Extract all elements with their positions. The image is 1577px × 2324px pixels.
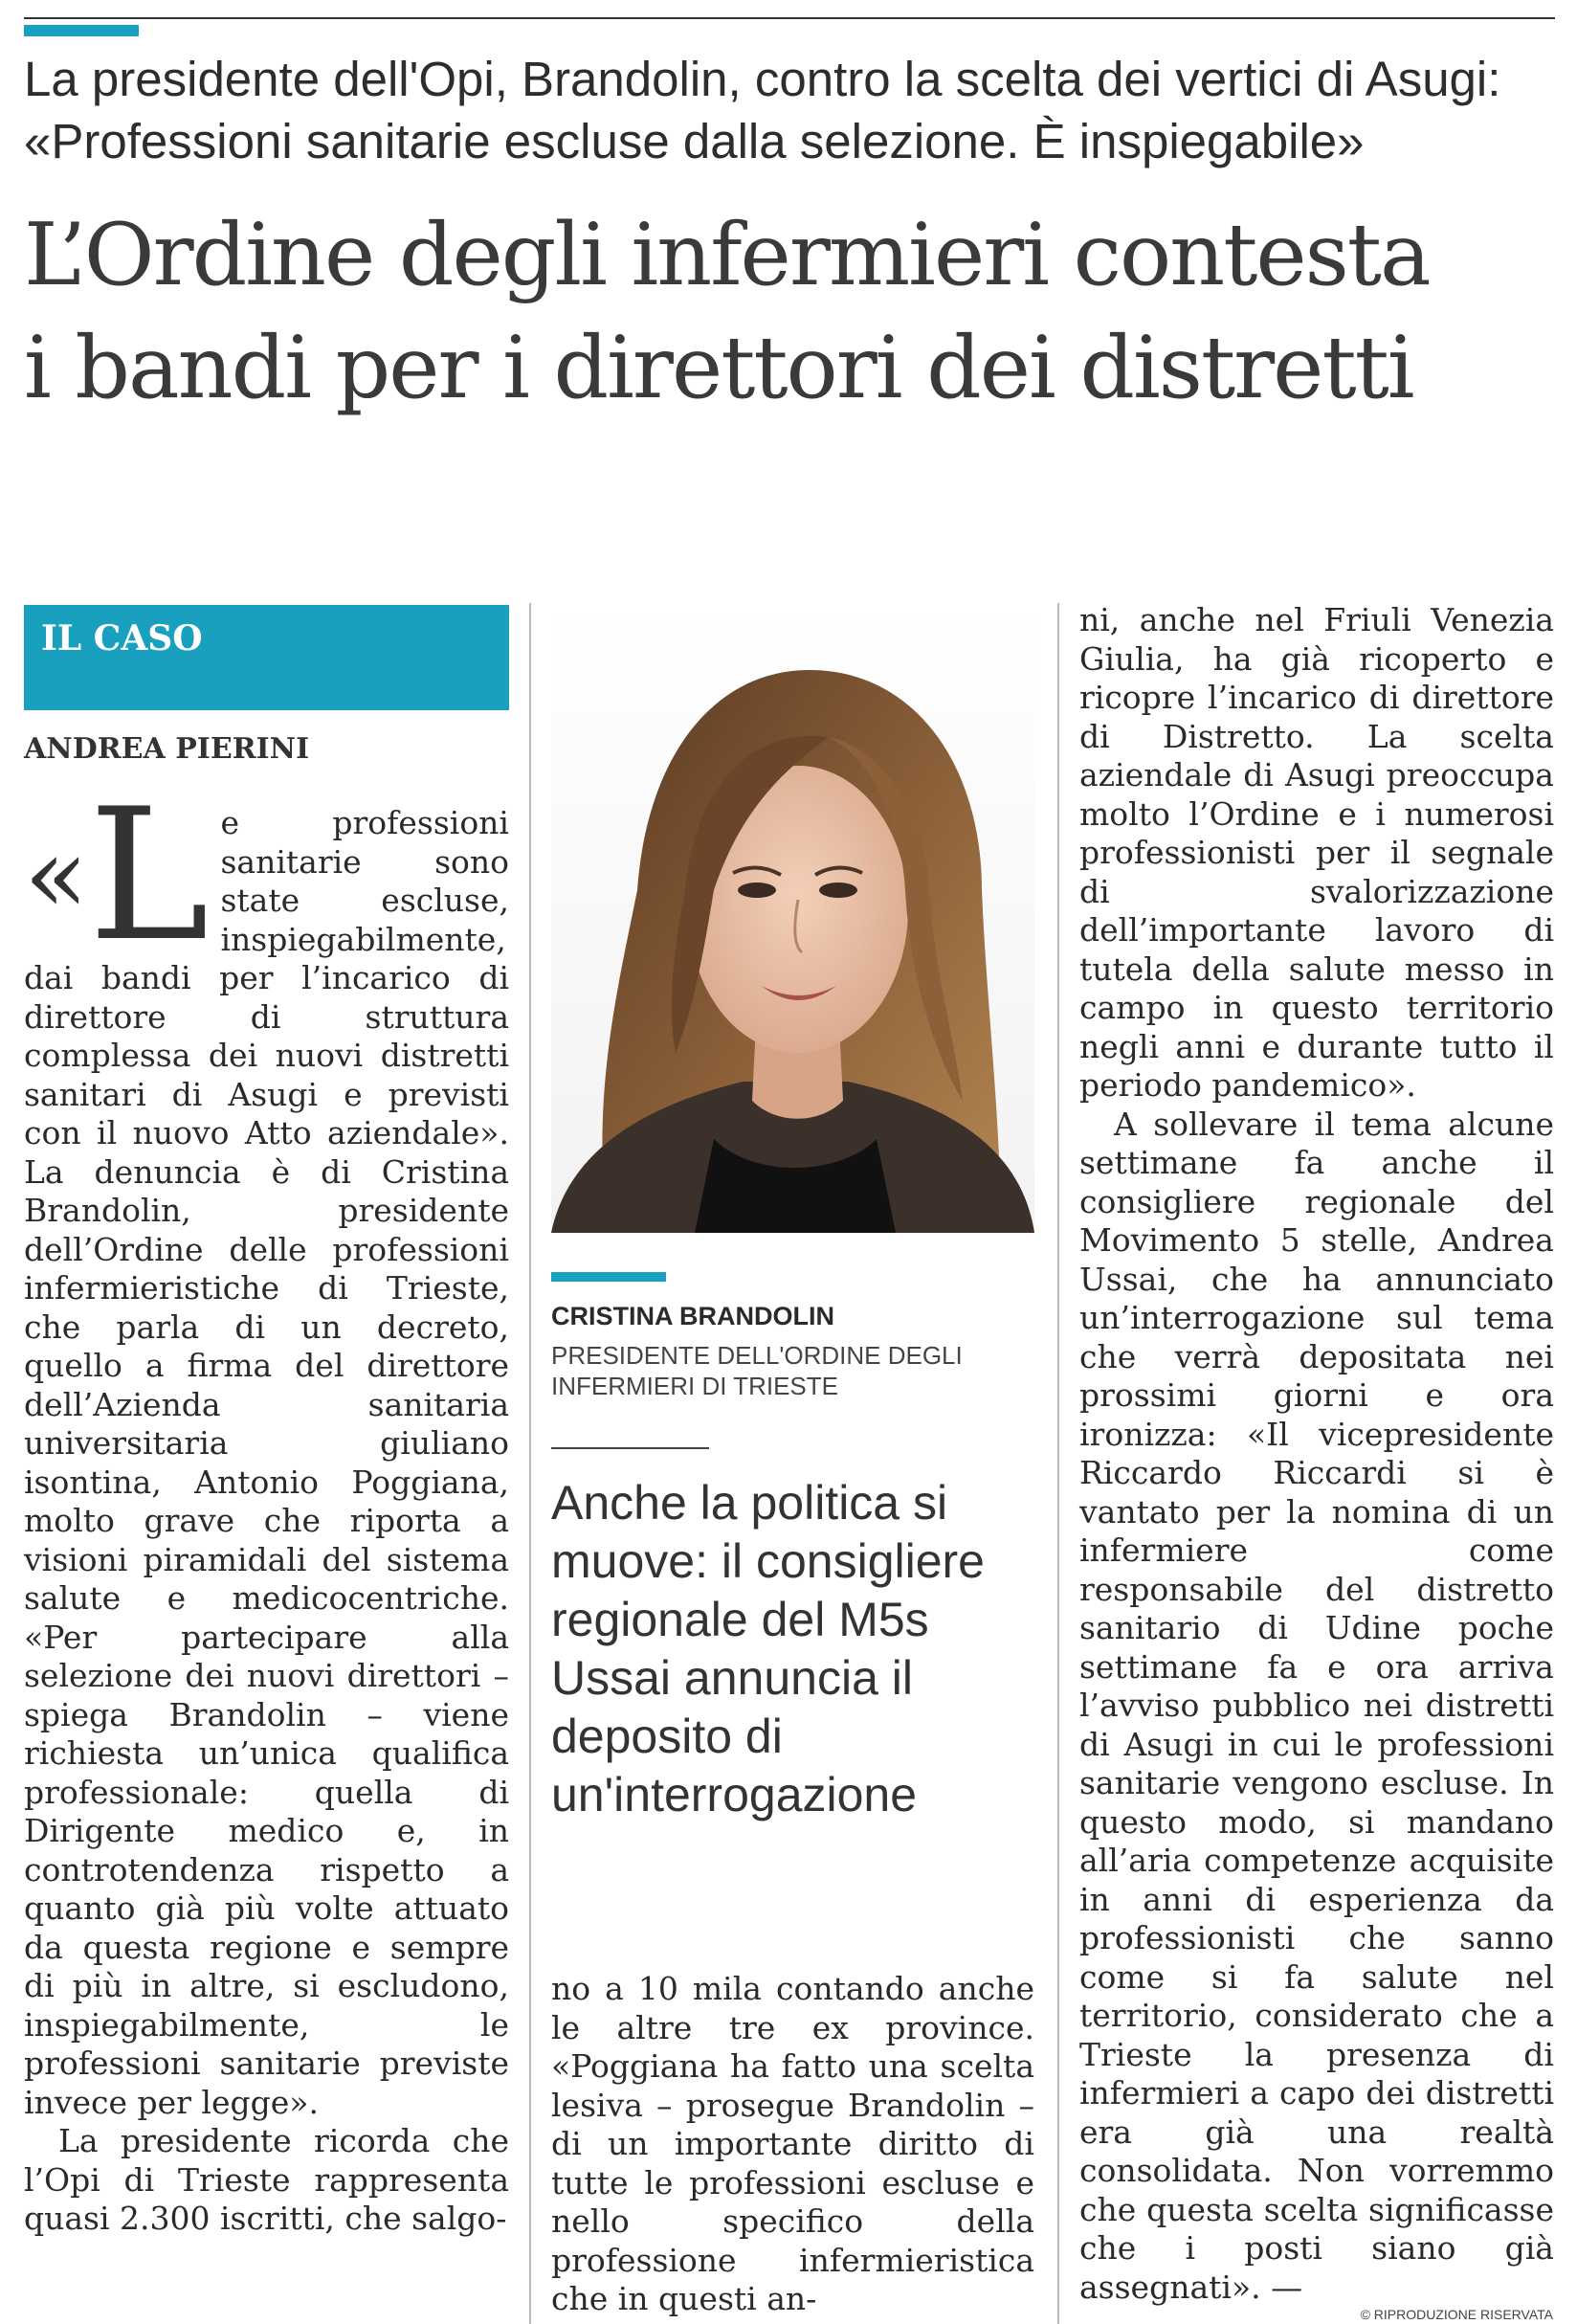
- paragraph-3: no a 10 mila contando anche le altre tre ex province. «Poggiana ha fatto una scelta lesiva – prosegue Brandolin – di un importante diritto di tutte le professioni escluse e nello specifico della professione infermieristica che in questi an-: [551, 1970, 1034, 2317]
- paragraph-1: e professioni sanitarie sono state escluse, inspiegabilmente, dai bandi per l’incarico di direttore di struttura complessa dei nuovi distretti sanitari di Asugi e previsti con il nuovo Atto aziendale». La denuncia è di Cristina Brandolin, presidente dell’Ordine delle professioni infermieristiche di Trieste, che parla di un decreto, quello a firma del direttore dell’Azienda sanitaria universitaria giuliano isontina, Antonio Poggiana, molto grave che riporta a visioni piramidali del sistema salute e medicocentriche. «Per partecipare alla selezione dei nuovi direttori – spiega Brandolin – viene richiesta un’unica qualifica professionale: quella di Dirigente medico e, in controtendenza rispetto a quanto già più volte attuato da questa regione e sempre di più in altre, si escludono, inspiegabilmente, le professioni sanitarie previste invece per legge».: [24, 804, 509, 2121]
- article-subhead: [24, 48, 1555, 172]
- column-divider-2: [1057, 603, 1059, 2324]
- paragraph-2: La presidente ricorda che l’Opi di Trieste rappresenta quasi 2.300 iscritti, che salgo-: [24, 2122, 509, 2237]
- top-rule: [24, 17, 1555, 19]
- section-label: IL CASO: [41, 618, 203, 659]
- column-2-text: [551, 1970, 1034, 2319]
- dropcap: [24, 770, 210, 981]
- dropcap-quote: «: [24, 814, 89, 936]
- photo-caption-role: PRESIDENTE DELL'ORDINE DEGLI INFERMIERI DI TRIESTE: [551, 1341, 963, 1400]
- paragraph-4: ni, anche nel Friuli Venezia Giulia, ha già ricoperto e ricopre l’incarico di direttore di Distretto. La scelta aziendale di Asugi preoccupa molto l’Ordine e i numerosi professionisti per il segnale di svalorizzazione dell’importante lavoro di tutela della salute messo in campo in questo territorio negli anni e durante tutto il periodo pandemico».: [1079, 601, 1554, 1104]
- photo-caption-name: CRISTINA BRANDOLIN: [551, 1302, 834, 1330]
- column-divider-1: [529, 603, 531, 2324]
- dropcap-letter: L: [88, 770, 210, 981]
- caption-divider: [551, 1447, 709, 1449]
- column-1: [24, 770, 509, 2239]
- paragraph-5: A sollevare il tema alcune settimane fa anche il consigliere regionale del Movimento 5 stelle, Andrea Ussai, che ha annunciato un’interrogazione sul tema che verrà depositata nei prossimi giorni e ora ironizza: «Il vicepresidente Riccardo Riccardi si è vantato per la nomina di un infermiere come responsabile del distretto sanitario di Udine poche settimane fa e ora arriva l’avviso pubblico nei distretti di Asugi in cui le professioni sanitarie vengono escluse. In questo modo, si mandano all’aria competenze acquisite in anni di esperienza da professionisti che sanno come si fa salute nel territorio, considerato che a Trieste la presenza di infermieri a capo dei distretti era già una realtà consolidata. Non vorremmo che questa scelta significasse che i posti siano già assegnati». —: [1079, 1105, 1554, 2306]
- byline: ANDREA PIERINI: [24, 732, 310, 766]
- subhead-line-2: «Professioni sanitarie escluse dalla selezione. È inspiegabile»: [24, 114, 1365, 168]
- pullquote: Anche la politica si muove: il consigliere regionale del M5s Ussai annuncia il deposito di un'interrogazione: [551, 1476, 985, 1821]
- headline-line-1: L’Ordine degli infermieri contesta: [24, 205, 1430, 305]
- headline-line-2: i bandi per i direttori dei distretti: [24, 318, 1413, 418]
- column-3: [1079, 601, 1554, 2307]
- caption-accent-bar: [551, 1272, 666, 1282]
- portrait-illustration: [551, 603, 1034, 1233]
- article-headline: [24, 199, 1565, 425]
- subhead-line-1: La presidente dell'Opi, Brandolin, contro la scelta dei vertici di Asugi:: [24, 52, 1501, 106]
- top-accent-bar: [24, 25, 139, 36]
- portrait-photo: [551, 603, 1034, 1233]
- section-label-box: [24, 605, 509, 710]
- copyright-footer: © RIPRODUZIONE RISERVATA: [1360, 2307, 1553, 2322]
